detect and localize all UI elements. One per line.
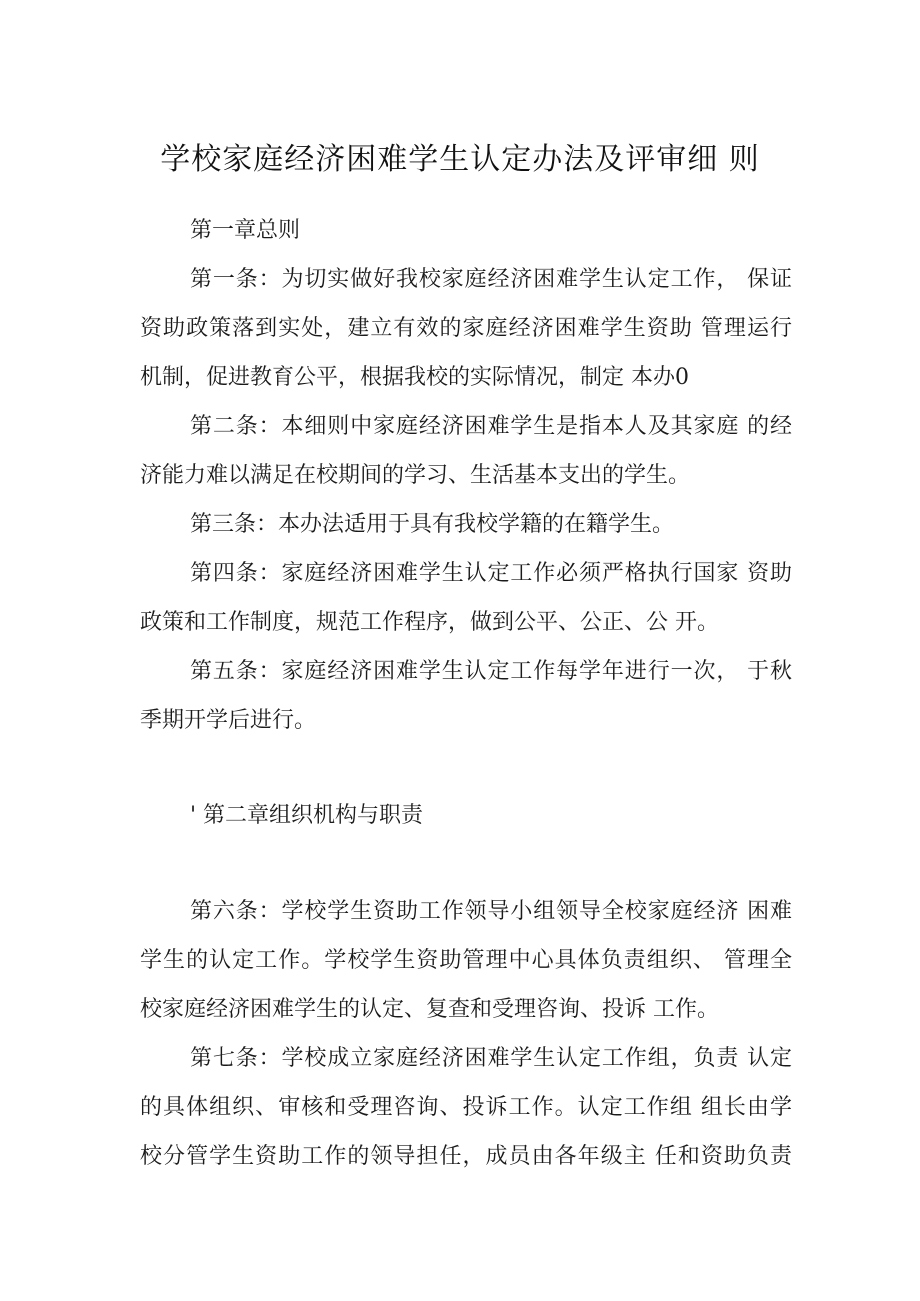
article-7-line-2: 的具体组织、审核和受理咨询、投诉工作。认定工作组 组长由学 <box>140 1095 792 1120</box>
article-5-line-1: 第五条：家庭经济困难学生认定工作每学年进行一次， 于秋 <box>190 659 792 684</box>
article-7-line-3: 校分管学生资助工作的领导担任，成员由各年级主 任和资助负责 <box>140 1144 792 1169</box>
article-6-line-3: 校家庭经济困难学生的认定、复查和受理咨询、投诉 工作。 <box>140 997 719 1022</box>
article-4-line-2: 政策和工作制度，规范工作程序，做到公平、公正、公 开。 <box>140 610 719 635</box>
article-3-line-1: 第三条：本办法适用于具有我校学籍的在籍学生。 <box>190 512 675 537</box>
document-title: 学校家庭经济困难学生认定办法及评审细 则 <box>160 142 760 177</box>
article-1-line-3: 机制，促进教育公平，根据我校的实际情况，制定 本办0 <box>140 365 689 390</box>
article-5-line-2: 季期开学后进行。 <box>140 708 317 733</box>
chapter-2-heading: ' 第二章组织机构与职责 <box>190 803 424 828</box>
article-4-line-1: 第四条：家庭经济困难学生认定工作必须严格执行国家 资助 <box>190 561 792 586</box>
article-6-line-2: 学生的认定工作。学校学生资助管理中心具体负责组织、 管理全 <box>140 948 792 973</box>
chapter-1-heading: 第一章总则 <box>190 218 301 243</box>
article-6-line-1: 第六条：学校学生资助工作领导小组领导全校家庭经济 困难 <box>190 899 792 924</box>
article-2-line-1: 第二条：本细则中家庭经济困难学生是指本人及其家庭 的经 <box>190 414 792 439</box>
article-2-line-2: 济能力难以满足在校期间的学习、生活基本支出的学生。 <box>140 463 691 488</box>
article-1-line-1: 第一条：为切实做好我校家庭经济困难学生认定工作， 保证 <box>190 267 792 292</box>
article-7-line-1: 第七条：学校成立家庭经济困难学生认定工作组，负责 认定 <box>190 1046 792 1071</box>
article-1-line-2: 资助政策落到实处，建立有效的家庭经济困难学生资助 管理运行 <box>140 316 792 341</box>
